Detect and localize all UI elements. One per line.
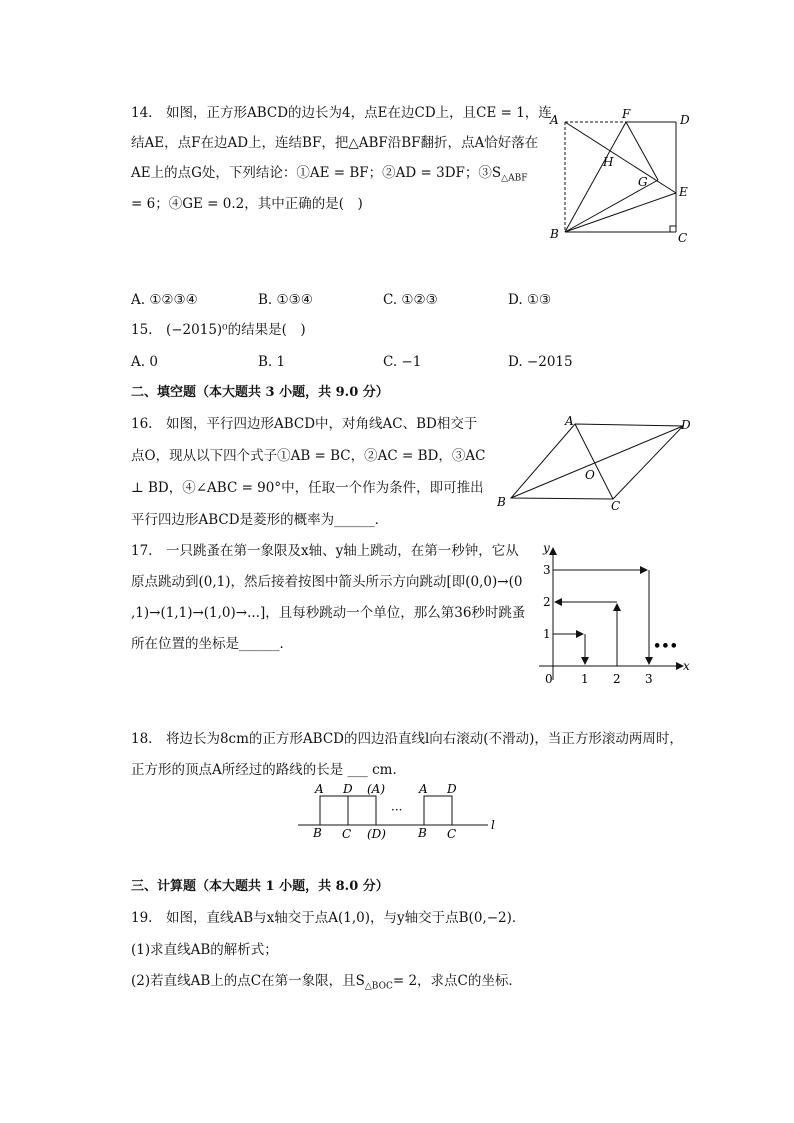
q17-figure [537, 540, 697, 690]
q19-line3-wrap [131, 971, 522, 997]
q14-line2: 结AE，点F在边AD上，连结BF，把△ABF沿BF翻折，点A恰好落在 [131, 135, 539, 151]
q16-label-D: D [681, 418, 691, 432]
q14-label-D: D [680, 113, 690, 127]
q19-line3-end: = 2，求点C的坐标． [392, 973, 522, 989]
q14-line-BE [565, 193, 676, 232]
q17-x-tick-2: 2 [613, 672, 621, 686]
q17-x-tick-1: 1 [581, 672, 589, 686]
q19-line1: 19. 如图，直线AB与x轴交于点A(1,0)，与y轴交于点B(0,−2)． [131, 910, 526, 926]
q18-label-A3: A [419, 782, 428, 796]
q16-line2: 点O，现从以下四个式子①AB = BC，②AC = BD，③AC [131, 448, 486, 464]
section-2-heading: 二、填空题（本大题共 3 小题，共 9.0 分） [131, 385, 389, 400]
q14-label-G: G [638, 175, 648, 189]
q17-y-tick-3: 3 [543, 563, 551, 577]
q14-option-a: A. ①②③④ [131, 292, 198, 308]
q15-stem: 15. (−2015)⁰的结果是( ) [131, 322, 306, 338]
q16-label-B: B [497, 495, 506, 509]
q16-label-C: C [611, 499, 621, 513]
q16-diagonal-AC [575, 424, 613, 499]
q17-label-origin: 0 [545, 672, 553, 686]
q17-label-x: x [683, 659, 690, 673]
q18-label-B1: B [313, 826, 322, 840]
q18-line1: 18. 将边长为8cm的正方形ABCD的四边沿直线l向右滚动(不滑动)，当正方形滚动两周时， [131, 731, 683, 747]
q18-label-D2: (D) [367, 827, 386, 841]
q18-label-C1: C [342, 827, 352, 841]
q14-label-C: C [678, 231, 688, 245]
q18-label-B3: B [418, 826, 427, 840]
q17-y-tick-1: 1 [543, 627, 551, 641]
q15-option-d: D. −2015 [508, 354, 573, 370]
q18-line2: 正方形的顶点A所经过的路线的长是 ___ cm． [131, 762, 406, 778]
q18-figure [298, 780, 508, 840]
q18-label-D3: D [447, 782, 457, 796]
q18-square-2 [348, 796, 376, 825]
q14-line1: 14. 如图，正方形ABCD的边长为4，点E在边CD上，且CE = 1，连 [131, 105, 552, 121]
q18-label-C3: C [447, 827, 457, 841]
section-3-heading: 三、计算题（本大题共 1 小题，共 8.0 分） [131, 879, 389, 894]
q14-option-b: B. ①③④ [258, 292, 313, 308]
q14-figure [540, 108, 700, 248]
q14-line3: AE上的点G处，下列结论：①AE = BF；②AD = 3DF；③S [131, 165, 502, 181]
q15-option-c: C. −1 [383, 354, 422, 370]
q17-line3: ,1)→(1,1)→(1,0)→...]，且每秒跳动一个单位，那么第36秒时跳蚤 [131, 605, 526, 621]
q16-line3: ⊥ BD，④∠ABC = 90°中，任取一个作为条件，即可推出 [131, 480, 484, 496]
q17-line2: 原点跳动到(0,1)，然后接着按图中箭头所示方向跳动[即(0,0)→(0 [131, 574, 523, 590]
q16-label-A: A [565, 414, 574, 428]
q14-label-E: E [679, 185, 688, 199]
q18-label-l: l [491, 818, 495, 832]
q18-label-A2: (A) [367, 782, 386, 796]
q16-diagonal-BD [511, 426, 683, 498]
q14-line3-sub: △ABF [501, 173, 528, 184]
q17-ellipsis: ••• [653, 639, 678, 654]
q17-line1: 17. 一只跳蚤在第一象限及x轴、y轴上跳动，在第一秒钟，它从 [131, 543, 519, 559]
q14-label-A: A [550, 113, 559, 127]
q16-line1: 16. 如图，平行四边形ABCD中，对角线AC、BD相交于 [131, 416, 478, 432]
q14-right-angle-mark [670, 226, 676, 232]
q14-label-H: H [603, 155, 614, 169]
q14-label-F: F [622, 107, 631, 121]
q14-option-c: C. ①②③ [383, 292, 438, 308]
q14-label-B: B [550, 227, 559, 241]
q15-option-b: B. 1 [258, 354, 286, 370]
q17-y-tick-2: 2 [543, 595, 551, 609]
q17-line4: 所在位置的坐标是______． [131, 636, 293, 652]
q14-option-d: D. ①③ [508, 292, 552, 308]
q16-line4: 平行四边形ABCD是菱形的概率为______． [131, 512, 389, 528]
q16-figure [495, 412, 695, 512]
q14-line3-wrap [131, 163, 527, 189]
q17-label-y: y [543, 541, 550, 555]
q15-option-a: A. 0 [131, 354, 158, 370]
q18-label-D1: D [343, 782, 353, 796]
q19-line2: (1)求直线AB的解析式； [131, 942, 278, 958]
q18-square-3 [424, 796, 452, 825]
q17-x-tick-3: 3 [645, 672, 653, 686]
q16-label-O: O [585, 468, 595, 482]
q19-line3: (2)若直线AB上的点C在第一象限，且S [131, 973, 365, 989]
q19-line3-sub: △BOC [364, 981, 393, 992]
q18-label-dots: ··· [391, 803, 403, 817]
q18-square-1 [320, 796, 348, 825]
q18-label-A1: A [315, 782, 324, 796]
q14-line4: = 6；④GE = 0.2，其中正确的是( ) [131, 196, 363, 212]
